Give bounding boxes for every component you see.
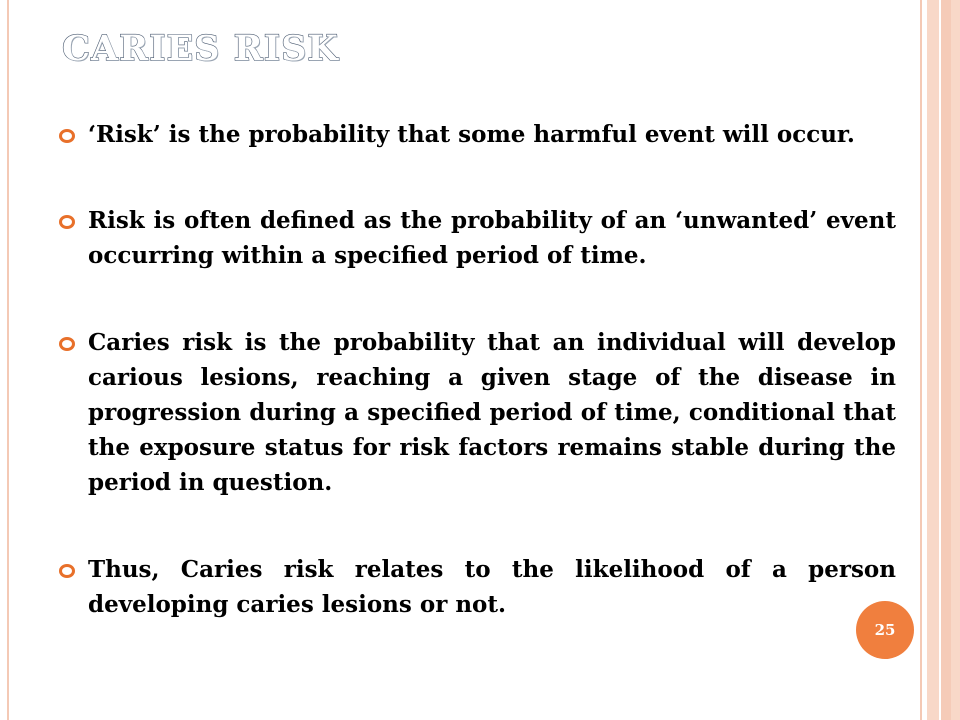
left-border-line	[7, 0, 9, 720]
right-decorative-band	[920, 0, 960, 720]
bullet-text: Thus, Caries risk relates to the likelihood of a person developing caries lesions or not.	[88, 556, 896, 618]
bullet-text: Caries risk is the probability that an individual will develop carious lesions, reaching a given stage of the disease in progression during a specified period of time, conditional that the exposure status for risk factors remains stable during the period in question.	[88, 329, 896, 496]
bullet-text: Risk is often defined as the probability of an ‘unwanted’ event occurring within a specified period of time.	[88, 207, 896, 269]
bullet-item	[58, 117, 896, 152]
bullet-list	[58, 117, 896, 622]
ring-bullet-icon	[59, 564, 75, 578]
bullet-term: ‘Risk’	[88, 121, 161, 148]
ring-bullet-icon	[59, 337, 75, 351]
page-number-badge: 25	[856, 601, 914, 659]
ring-bullet-icon	[59, 215, 75, 229]
bullet-item	[58, 203, 896, 273]
bullet-item	[58, 552, 896, 622]
ring-bullet-icon	[59, 129, 75, 143]
bullet-item	[58, 325, 896, 500]
slide-title: CARIES RISK	[62, 28, 339, 69]
bullet-text: is the probability that some harmful event will occur.	[160, 121, 855, 148]
